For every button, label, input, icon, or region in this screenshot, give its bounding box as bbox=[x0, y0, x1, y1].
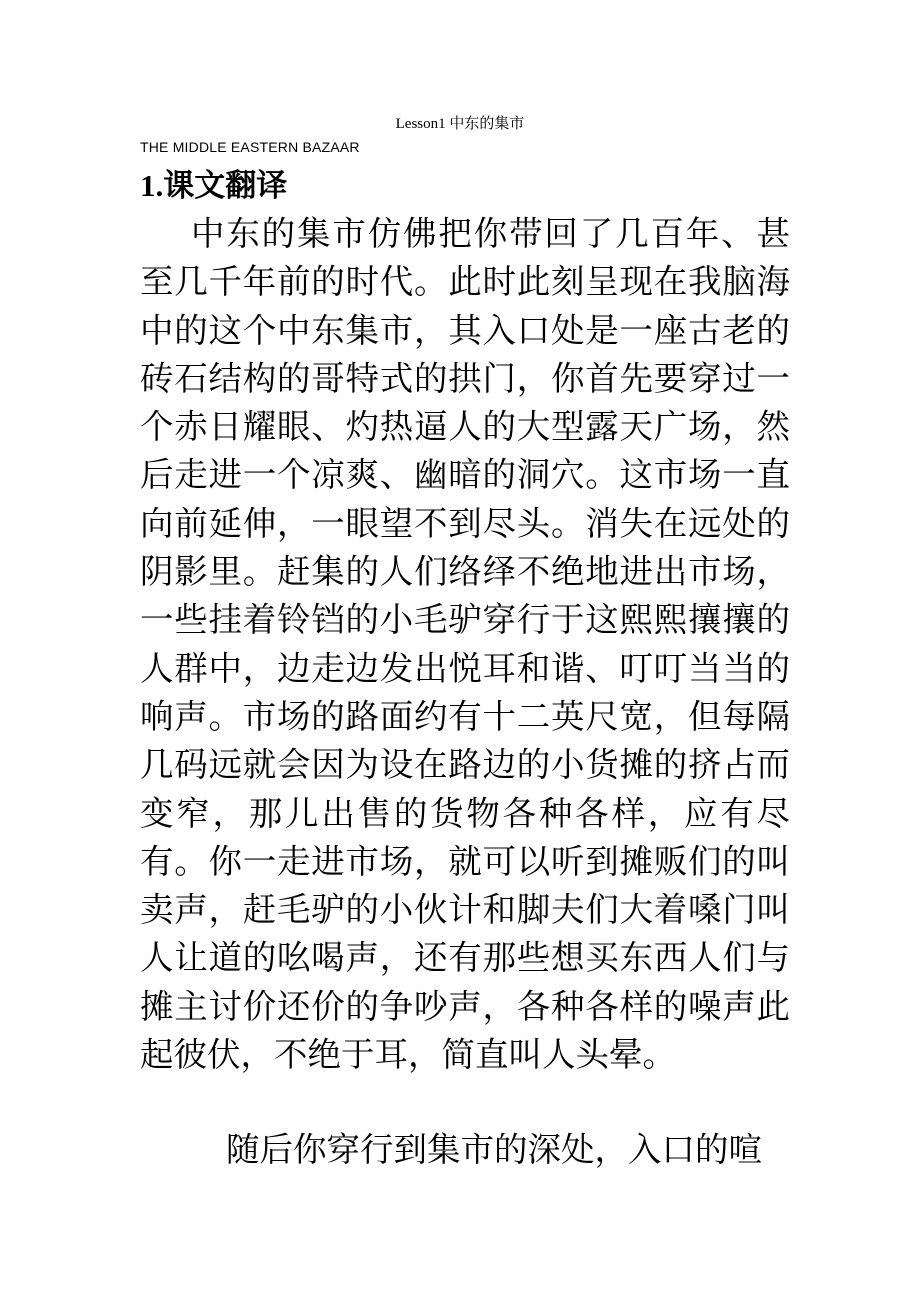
lesson-title: Lesson1 中东的集市 bbox=[395, 116, 525, 132]
section-number: 1. bbox=[140, 168, 164, 203]
english-title: THE MIDDLE EASTERN BAZAAR bbox=[140, 139, 360, 155]
paragraph-1: 中东的集市仿佛把你带回了几百年、甚至几千年前的时代。此时此刻呈现在我脑海中的这个中东集市，其入口处是一座古老的砖石结构的哥特式的拱门，你首先要穿过一个赤日耀眼、灼热逼人的大型露天广场，然后走进一个凉爽、幽暗的洞穴。这市场一直向前延伸，一眼望不到尽头。消失在远处的阴影里。赶集的人们络绎不绝地进出市场，一些挂着铃铛的小毛驴穿行于这熙熙攘攘的人群中，边走边发出悦耳和谐、叮叮当当的响声。市场的路面约有十二英尺宽，但每隔几码远就会因为设在路边的小货摊的挤占而变窄，那儿出售的货物各种各样，应有尽有。你一走进市场，就可以听到摊贩们的叫卖声，赶毛驴的小伙计和脚夫们大着嗓门叫人让道的吆喝声，还有那些想买东西人们与摊主讨价还价的争吵声，各种各样的噪声此起彼伏，不绝于耳，简直叫人头晕。 bbox=[140, 214, 790, 1075]
paragraph-2: 随后你穿行到集市的深处，入口的喧 bbox=[226, 1130, 762, 1169]
section-heading bbox=[140, 164, 287, 208]
section-title: 课文翻译 bbox=[163, 168, 288, 204]
